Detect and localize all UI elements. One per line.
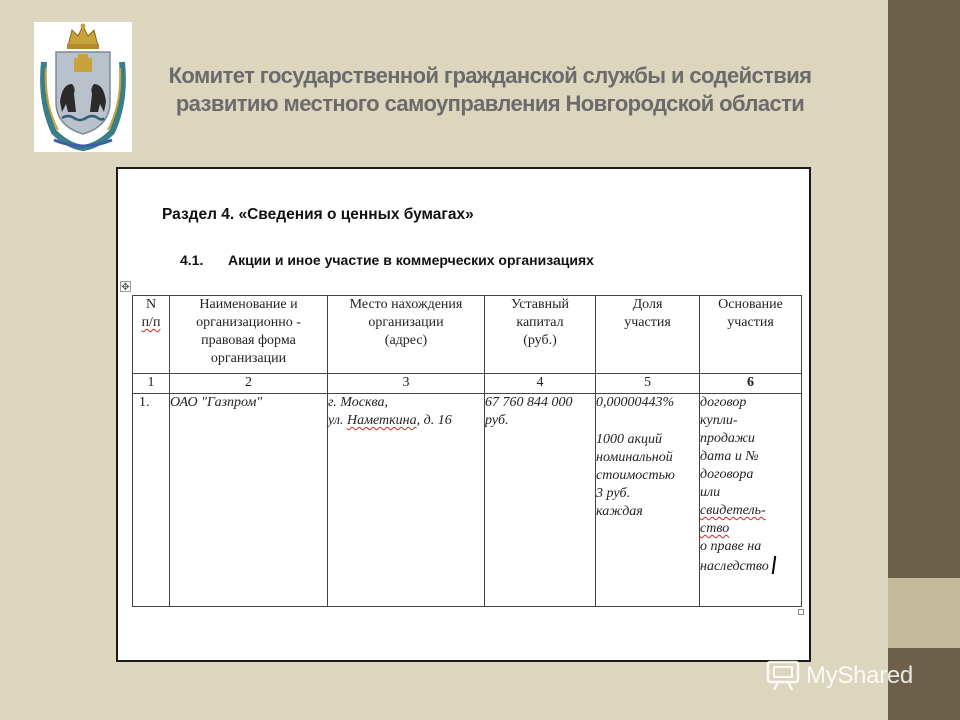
table-header-row <box>133 296 802 374</box>
side-stripe-dark <box>888 0 960 578</box>
subsection-title <box>180 252 594 268</box>
table-row <box>133 394 802 607</box>
title-line-1: Комитет государственной гражданской службы и содействия <box>168 63 812 88</box>
row-number[interactable]: 1. <box>133 394 170 607</box>
side-stripe-light <box>888 578 960 648</box>
column-number: 2 <box>170 374 328 394</box>
header-cell: Место нахождения организации (адрес) <box>328 296 485 374</box>
securities-table <box>132 295 802 607</box>
share-cell[interactable]: 0,00000443% 1000 акций номинальной стоимостью 3 руб. каждая <box>596 394 700 607</box>
organization-name-cell[interactable]: ОАО "Газпром" <box>170 394 328 607</box>
column-number-row <box>133 374 802 394</box>
header-cell: Основание участия <box>700 296 802 374</box>
column-number: 6 <box>700 374 802 394</box>
header-cell: Доля участия <box>596 296 700 374</box>
header-cell: Уставный капитал (руб.) <box>485 296 596 374</box>
subsection-number: 4.1. <box>180 252 204 268</box>
title-line-2: развитию местного самоуправления Новгородской области <box>175 91 805 116</box>
column-number: 4 <box>485 374 596 394</box>
subsection-text: Акции и иное участие в коммерческих организациях <box>228 252 594 268</box>
capital-cell[interactable]: 67 760 844 000 руб. <box>485 394 596 607</box>
header-cell: Наименование и организационно - правовая форма организации <box>170 296 328 374</box>
committee-title <box>140 62 840 118</box>
header-cell: N п/п <box>133 296 170 374</box>
document-screenshot <box>116 167 811 662</box>
basis-cell[interactable]: договор купли- продажи дата и № договора или свидетель- ство о праве на наследство <box>700 394 802 607</box>
table-move-handle-icon[interactable]: ✥ <box>121 282 130 293</box>
column-number: 3 <box>328 374 485 394</box>
text-cursor <box>772 556 777 574</box>
address-cell[interactable]: г. Москва, ул. Наметкина, д. 16 <box>328 394 485 607</box>
column-number: 5 <box>596 374 700 394</box>
coat-of-arms-emblem <box>34 22 132 152</box>
watermark-text: MyShared <box>806 662 913 689</box>
column-number: 1 <box>133 374 170 394</box>
myshared-watermark <box>766 656 913 696</box>
projector-icon <box>766 660 800 692</box>
section-title: Раздел 4. «Сведения о ценных бумагах» <box>162 206 474 223</box>
table-resize-handle[interactable] <box>798 609 804 615</box>
